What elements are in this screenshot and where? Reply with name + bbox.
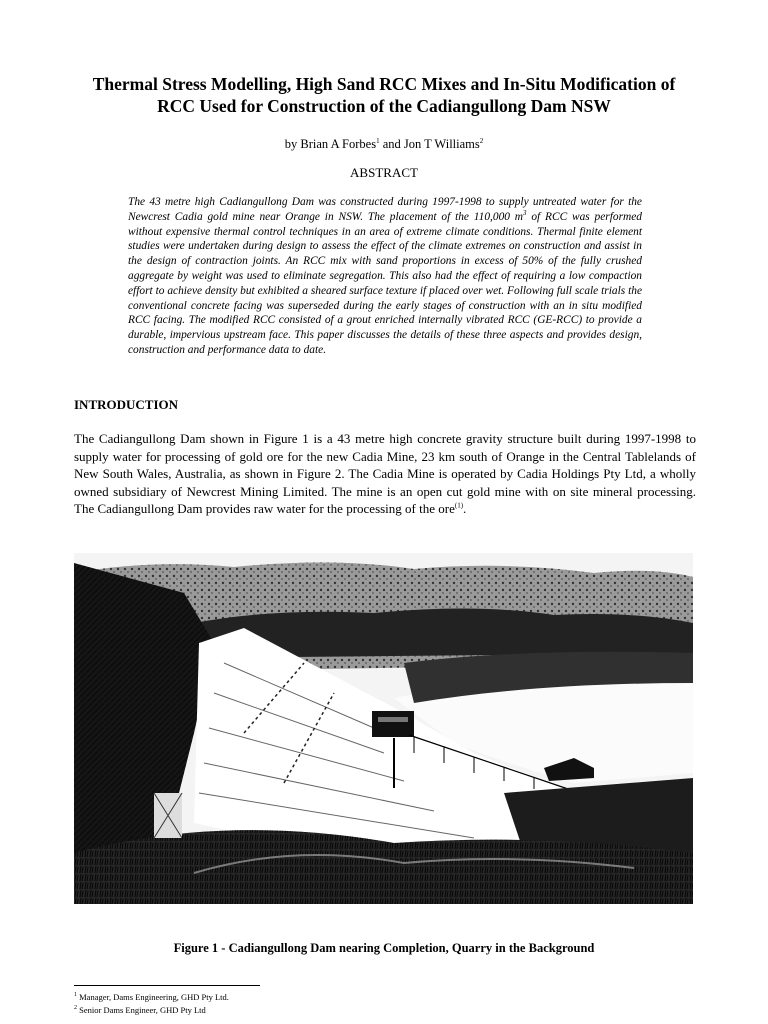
footnote-2-mark: 2 xyxy=(74,1005,77,1012)
introduction-text: The Cadiangullong Dam shown in Figure 1 is a 43 metre high concrete gravity structure built during 1997-1998 to supply water for processing of gold ore for the new Cadia Mine, 23 km south of Orange in the Central Tablelands of New South Wales, Australia, as shown in Figure 2. The Cadia Mine is operated by Cadia Holdings Pty Ltd, a wholly owned subsidiary of Newcrest Mining Limited. The mine is an open cut gold mine with on site mineral processing. The Cadiangullong Dam provides raw water for the processing of the ore xyxy=(74,431,696,517)
title-line-1: Thermal Stress Modelling, High Sand RCC Mixes and In-Situ Modification of xyxy=(92,74,676,94)
footnote-2 xyxy=(74,1003,229,1016)
dam-photo-illustration xyxy=(74,553,693,904)
figure-1-photo xyxy=(74,553,693,904)
footnote-1 xyxy=(74,990,229,1003)
footnotes xyxy=(74,990,229,1017)
footnote-separator xyxy=(74,985,260,986)
abstract-text-part-1: The 43 metre high Cadiangullong Dam was constructed during 1997-1998 to supply untreated water for the Newcrest Cadia gold mine near Orange in NSW. The placement of the 110,000 m xyxy=(128,196,642,223)
figure-caption: Figure 1 - Cadiangullong Dam nearing Completion, Quarry in the Background xyxy=(173,941,595,955)
abstract-heading: ABSTRACT xyxy=(350,165,418,180)
title-line-2: RCC Used for Construction of the Cadiangullong Dam NSW xyxy=(157,96,611,116)
author-2: and Jon T Williams xyxy=(379,137,480,152)
footnote-2-text: Senior Dams Engineer, GHD Pty Ltd xyxy=(77,1005,206,1016)
section-heading-introduction: INTRODUCTION xyxy=(74,397,179,412)
author-2-footnote-mark: 2 xyxy=(479,137,484,145)
abstract-text-part-2: of RCC was performed without expensive thermal control techniques in an area of extreme climate conditions. Thermal finite element studies were undertaken during design to assess the effect of the climate extremes on construction and assist in the design of contraction joints. An RCC mix with sand proportions in excess of 50% of the fully crushed aggregate by weight was used to eliminate segregation. This also had the effect of requiring a low compaction effort to achieve density but exhibited a sheared surface texture if placed over wet. Following full scale trials the conventional concrete facing was superseded during the early stages of construction with an in situ modified RCC facing. The modified RCC consisted of a grout enriched internally vibrated RCC (GE-RCC) to provide a durable, impervious upstream face. This paper discusses the details of these three aspects and provides design, construction and performance data to date. xyxy=(128,210,642,356)
introduction-paragraph xyxy=(74,430,696,518)
abstract-superscript: 3 xyxy=(523,209,527,217)
author-1-footnote-mark: 1 xyxy=(376,137,380,145)
introduction-text-end: . xyxy=(463,501,467,517)
author-line xyxy=(0,133,768,152)
paper-title xyxy=(60,73,708,117)
abstract-text xyxy=(128,195,642,358)
author-1: by Brian A Forbes xyxy=(284,137,377,152)
footnote-1-mark: 1 xyxy=(74,992,77,998)
reference-mark: (1) xyxy=(454,502,464,511)
footnote-1-text: Manager, Dams Engineering, GHD Pty Ltd. xyxy=(77,991,229,1002)
